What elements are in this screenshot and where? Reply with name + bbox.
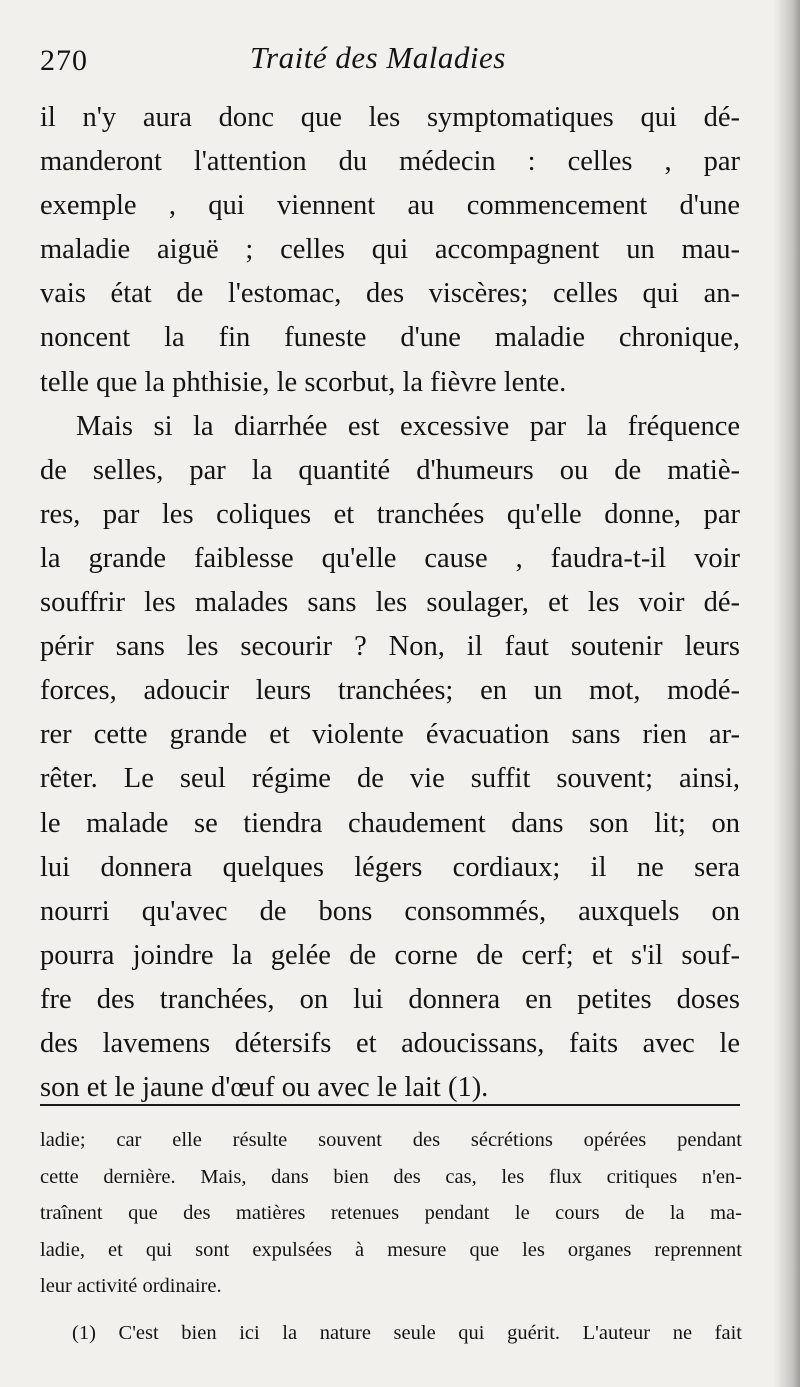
page-header <box>40 40 740 84</box>
text-line: manderont l'attention du médecin : celles , par <box>40 146 740 178</box>
text-line: des lavemens détersifs et adoucissans, faits avec le <box>40 1027 740 1059</box>
text-line: rer cette grande et violente évacuation sans rien ar- <box>40 719 740 751</box>
footnote-1: (1) C'est bien ici la nature seule qui guérit. L'auteur ne fait <box>72 1321 742 1344</box>
footnote-line: ladie; car elle résulte souvent des sécrétions opérées pendant <box>40 1129 742 1151</box>
text-line: rêter. Le seul régime de vie suffit souvent; ainsi, <box>40 763 740 795</box>
page-number: 270 <box>40 44 88 77</box>
text-line: son et le jaune d'œuf ou avec le lait (1). <box>40 1072 489 1104</box>
text-line: maladie aiguë ; celles qui accompagnent un mau- <box>40 234 740 266</box>
footnote-line: traînent que des matières retenues pendant le cours de la ma- <box>40 1202 742 1224</box>
text-line: le malade se tiendra chaudement dans son lit; on <box>40 807 740 839</box>
footnote-line: cette dernière. Mais, dans bien des cas, les flux critiques n'en- <box>40 1165 742 1188</box>
text-line: périr sans les secourir ? Non, il faut soutenir leurs <box>40 631 740 663</box>
main-text <box>40 96 740 1110</box>
footnote-line: ladie, et qui sont expulsées à mesure que les organes reprennent <box>40 1238 742 1261</box>
text-line: il n'y aura donc que les symptomatiques qui dé- <box>40 102 740 133</box>
text-line: la grande faiblesse qu'elle cause , faudra-t-il voir <box>40 542 740 574</box>
text-line: forces, adoucir leurs tranchées; en un mot, modé- <box>40 675 740 707</box>
text-line: vais état de l'estomac, des viscères; celles qui an- <box>40 278 740 310</box>
text-line: de selles, par la quantité d'humeurs ou de matiè- <box>40 454 740 486</box>
text-line: pourra joindre la gelée de corne de cerf; et s'il souf- <box>40 939 740 971</box>
text-line: souffrir les malades sans les soulager, et les voir dé- <box>40 587 740 619</box>
text-line: nourri qu'avec de bons consommés, auxquels on <box>40 895 740 927</box>
text-line: res, par les coliques et tranchées qu'elle donne, par <box>40 498 740 530</box>
footnote-line: leur activité ordinaire. <box>40 1275 222 1297</box>
text-line: noncent la fin funeste d'une maladie chronique, <box>40 322 740 354</box>
text-line: fre des tranchées, on lui donnera en petites doses <box>40 983 740 1015</box>
running-title: Traité des Maladies <box>250 40 506 75</box>
text-line: Mais si la diarrhée est excessive par la fréquence <box>76 410 740 442</box>
text-line: telle que la phthisie, le scorbut, la fièvre lente. <box>40 366 567 398</box>
text-line: lui donnera quelques légers cordiaux; il ne sera <box>40 851 740 883</box>
text-line: exemple , qui viennent au commencement d'une <box>40 190 740 222</box>
footnote-separator-rule <box>40 1104 740 1106</box>
footnotes <box>40 1122 742 1351</box>
